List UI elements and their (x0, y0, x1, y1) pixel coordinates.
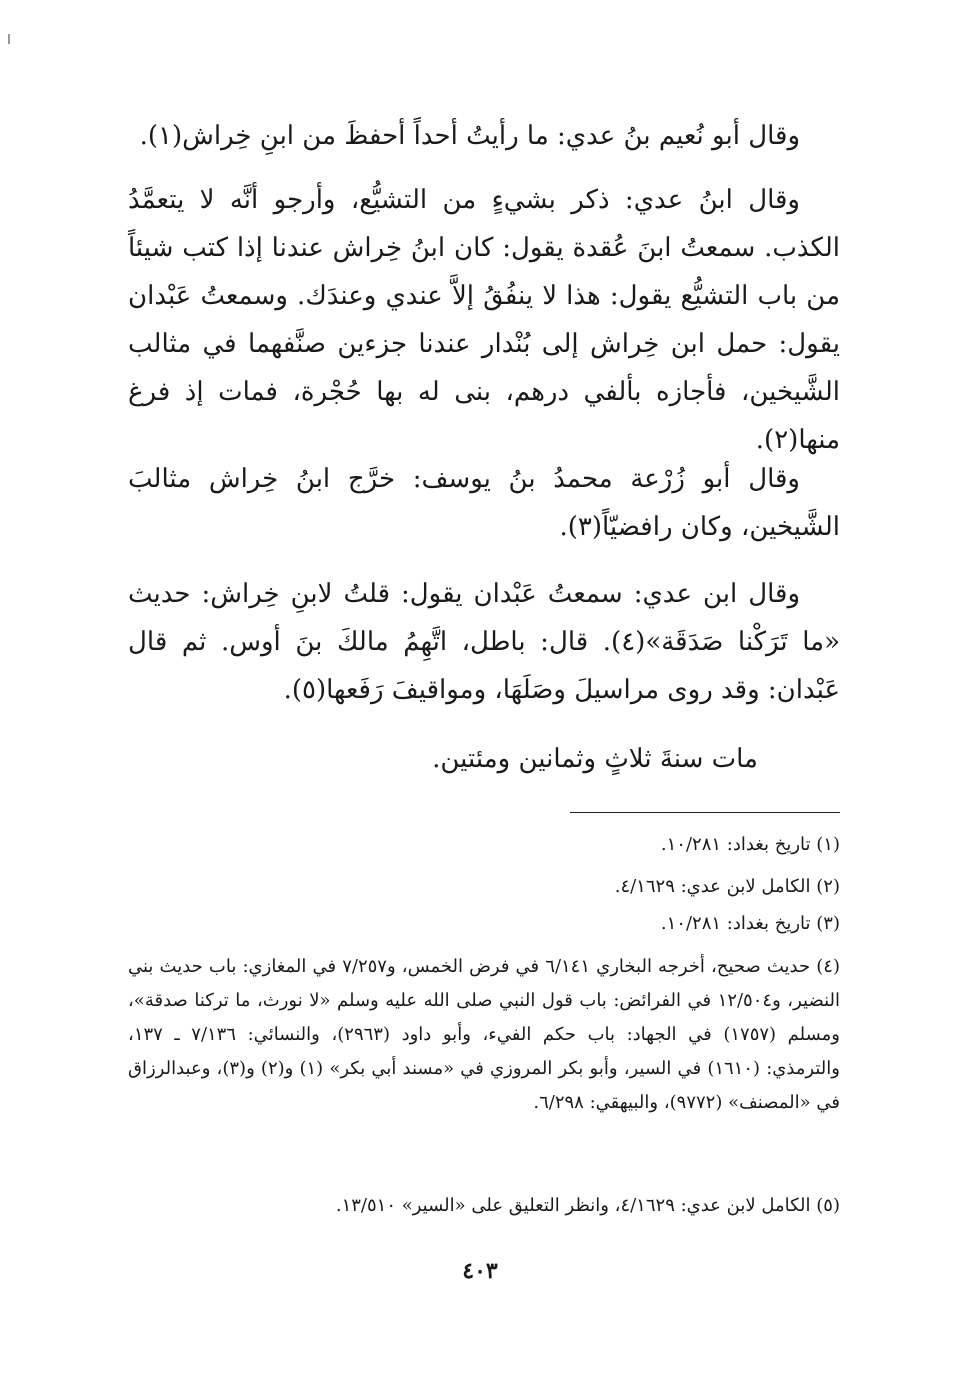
footnote-number: (٥) (816, 1195, 840, 1216)
paragraph-death-year (128, 735, 840, 783)
footnote-4 (128, 950, 840, 1120)
footnote-3 (128, 907, 840, 941)
paragraph-abdan (128, 570, 840, 714)
scan-edge-mark (8, 34, 10, 44)
footnote-2 (128, 870, 840, 904)
paragraph-text: وقال أبو زُرْعة محمدُ بنُ يوسف: خرَّج ابنُ خِراش مثالبَ الشَّيخين، وكان رافضيّاً(٣). (128, 464, 840, 542)
footnote-number: (٢) (816, 876, 840, 897)
paragraph-ibn-adi (128, 176, 840, 464)
footnote-1 (128, 828, 840, 862)
footnote-text: الكامل لابن عدي: ٤/١٦٢٩، وانظر التعليق على «السير» ١٣/٥١٠. (335, 1195, 811, 1216)
paragraph-text: وقال أبو نُعيم بنُ عدي: ما رأيتُ أحداً أحفظَ من ابنِ خِراش(١). (139, 121, 800, 151)
footnote-text: الكامل لابن عدي: ٤/١٦٢٩. (614, 876, 811, 897)
footnote-number: (٤) (816, 956, 840, 977)
footnote-number: (٣) (816, 913, 840, 934)
footnote-divider (570, 812, 840, 813)
paragraph-abu-zura (128, 455, 840, 551)
footnote-text: تاريخ بغداد: ١٠/٢٨١. (660, 834, 811, 855)
paragraph-abu-nuaym (128, 112, 840, 160)
footnote-5 (128, 1189, 840, 1223)
footnote-text: تاريخ بغداد: ١٠/٢٨١. (660, 913, 811, 934)
paragraph-text: مات سنةَ ثلاثٍ وثمانين ومئتين. (432, 744, 758, 774)
footnote-text: حديث صحيح، أخرجه البخاري ٦/١٤١ في فرض الخمس، و٧/٢٥٧ في المغازي: باب حديث بني النضير، و١٢/٥٠٤ في الفرائض: باب قول النبي صلى الله عليه وسلم «لا نورث، ما تركنا صدقة»، ومسلم (١٧٥٧) في الجهاد: باب حكم الفيء، وأبو داود (٢٩٦٣)، والنسائي: ٧/١٣٦ ـ ١٣٧، والترمذي: (١٦١٠) في السير، وأبو بكر المروزي في «مسند أبي بكر» (١) و(٢) و(٣)، وعبدالرزاق في «المصنف» (٩٧٧٢)، والبيهقي: ٦/٢٩٨. (128, 956, 840, 1113)
page-number: ٤٠٣ (462, 1258, 498, 1284)
paragraph-text: وقال ابنُ عدي: ذكر بشيءٍ من التشيُّع، وأرجو أنَّه لا يتعمَّدُ الكذب. سمعتُ ابنَ عُقدة يقول: كان ابنُ خِراش عندنا إذا كتب شيئاً من باب التشيُّع يقول: هذا لا ينفُقُ إلاَّ عندي وعندَك. وسمعتُ عَبْدان يقول: حمل ابن خِراش إلى بُنْدار عندنا جزءين صنَّفهما في مثالب الشَّيخين، فأجازه بألفي درهم، بنى له بها حُجْرة، فمات إذ فرغ منها(٢). (128, 185, 840, 455)
footnote-number: (١) (816, 834, 840, 855)
paragraph-text: وقال ابن عدي: سمعتُ عَبْدان يقول: قلتُ لابنِ خِراش: حديث «ما تَرَكْنا صَدَقَة»(٤). قال: باطل، اتَّهِمُ مالكَ بنَ أوس. ثم قال عَبْدان: وقد روى مراسيلَ وصَلَهَا، ومواقيفَ رَفَعها(٥). (128, 579, 841, 705)
